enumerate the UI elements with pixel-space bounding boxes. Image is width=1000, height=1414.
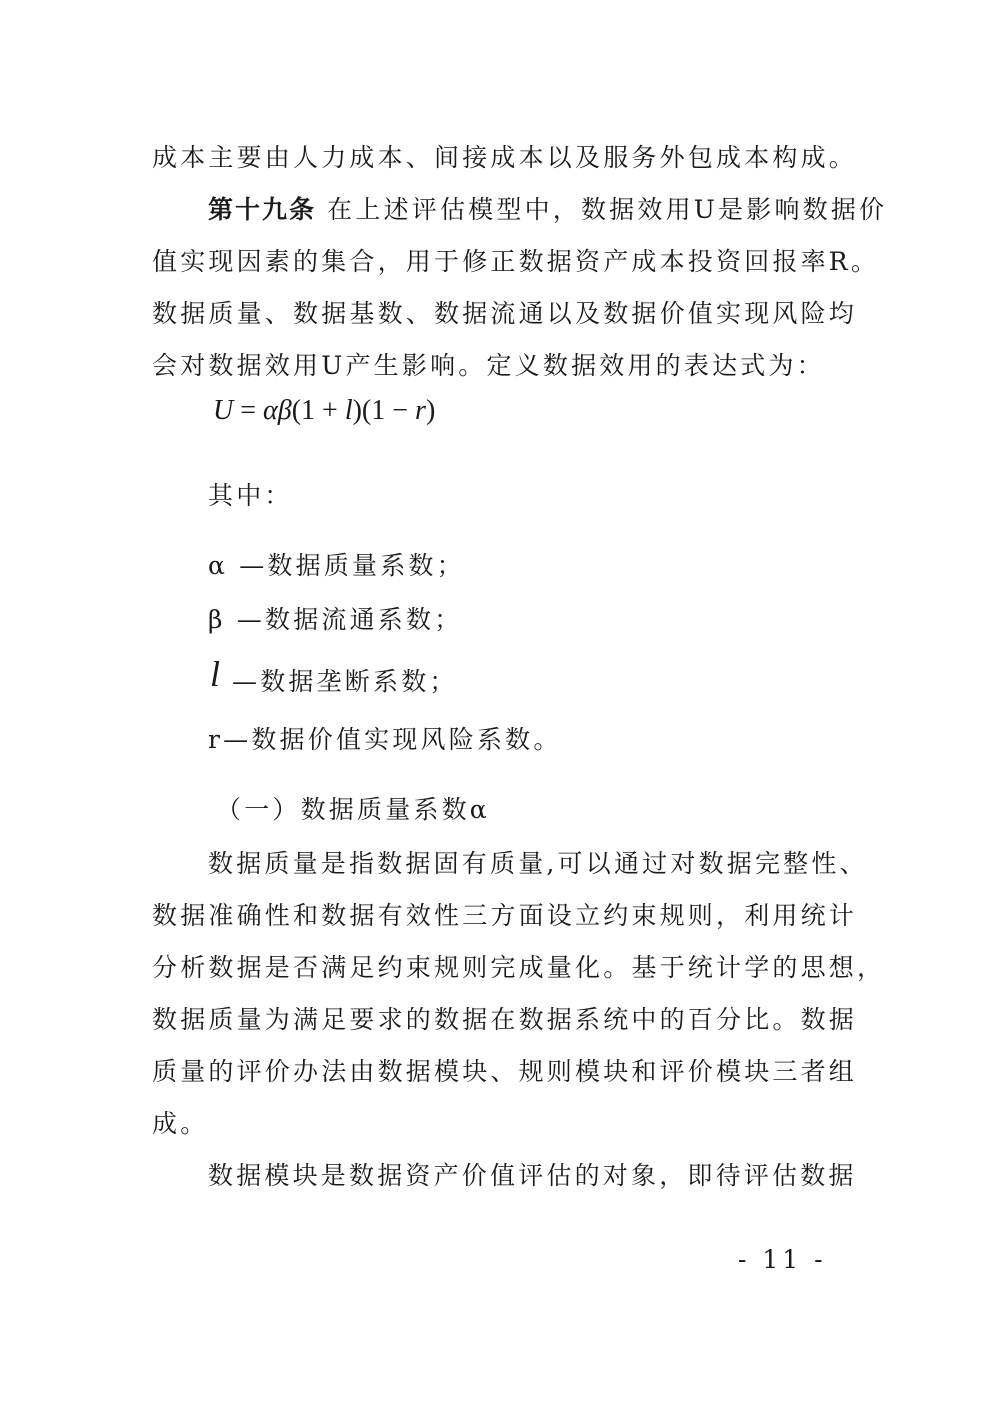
paragraph-line: 数据准确性和数据有效性三方面设立约束规则，利用统计 (152, 901, 858, 930)
paragraph-line: 数据模块是数据资产价值评估的对象，即待评估数据 (208, 1161, 857, 1190)
formula-r: r (415, 395, 426, 426)
formula-u: U (213, 395, 234, 426)
formula-beta: β (277, 395, 292, 426)
definition-l-symbol: l (210, 654, 221, 694)
formula-alpha: α (263, 395, 278, 426)
where-label: 其中： (208, 481, 293, 510)
paragraph-line: 数据质量是指数据固有质量,可以通过对数据完整性、 (208, 849, 868, 878)
paragraph-line: 成本主要由人力成本、间接成本以及服务外包成本构成。 (152, 143, 858, 172)
paragraph-line: 数据质量、数据基数、数据流通以及数据价值实现风险均 (152, 299, 858, 328)
formula-l: l (344, 395, 353, 426)
article-19-line (208, 192, 888, 228)
definition-l: —数据垄断系数； (232, 667, 458, 696)
definition-beta: β —数据流通系数； (208, 605, 463, 634)
section-heading: （一）数据质量系数α (216, 795, 490, 824)
paragraph-line: 会对数据效用U产生影响。定义数据效用的表达式为： (152, 351, 825, 380)
formula-part2: )(1 − (352, 395, 416, 426)
paragraph-line: 成。 (152, 1109, 209, 1138)
article-label: 第十九条 (208, 195, 317, 224)
paragraph-line: 分析数据是否满足约束规则完成量化。基于统计学的思想， (152, 953, 886, 982)
page-number: - 11 - (738, 1245, 827, 1274)
formula-part1: (1 + (291, 395, 345, 426)
formula-part3: ) (425, 395, 436, 426)
paragraph-line: 质量的评价办法由数据模块、规则模块和评价模块三者组 (152, 1057, 858, 1086)
formula-eq: = (233, 395, 264, 426)
definition-r: r—数据价值实现风险系数。 (208, 725, 562, 754)
paragraph-line: 数据质量为满足要求的数据在数据系统中的百分比。数据 (152, 1005, 858, 1034)
paragraph-line: 值实现因素的集合，用于修正数据资产成本投资回报率R。 (152, 247, 880, 276)
article-text: 在上述评估模型中，数据效用U是影响数据价 (327, 195, 888, 224)
definition-alpha: α —数据质量系数； (208, 551, 465, 580)
utility-formula (213, 393, 435, 429)
